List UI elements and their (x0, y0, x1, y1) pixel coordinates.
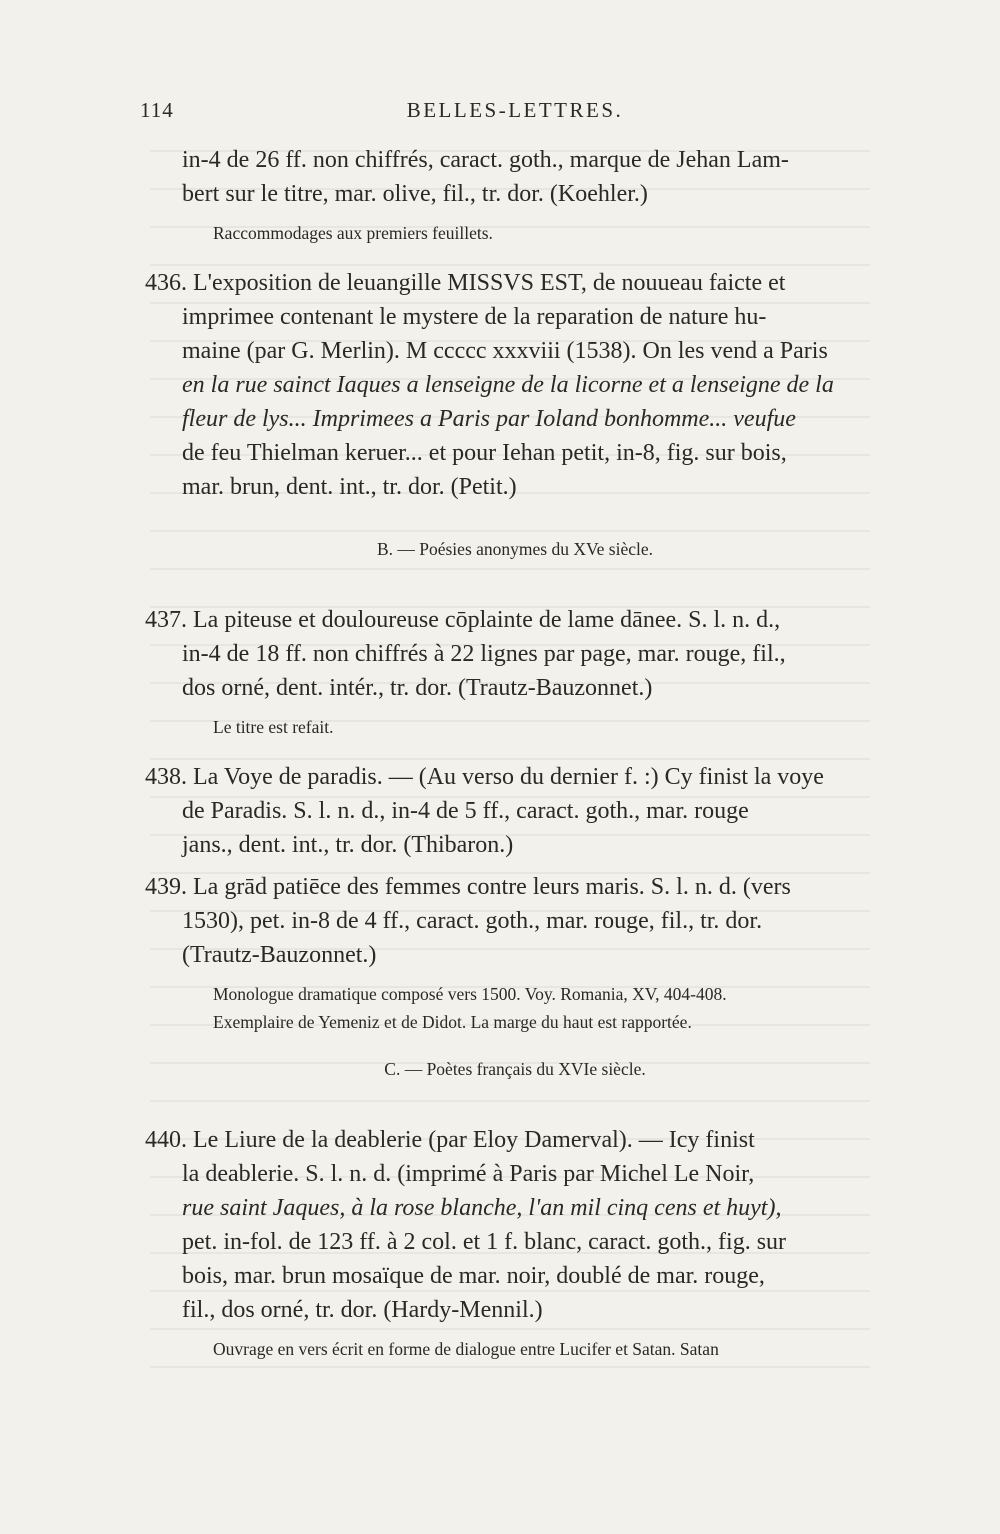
entry-line: de Paradis. S. l. n. d., in-4 de 5 ff., caract. goth., mar. rouge (182, 798, 749, 824)
entry-line: pet. in-fol. de 123 ff. à 2 col. et 1 f. blanc, caract. goth., fig. sur (182, 1229, 787, 1255)
entry-line: (Trautz-Bauzonnet.) (182, 942, 377, 968)
catalogue-entries (145, 143, 885, 1363)
entry-436-line: 436. L'exposition de leuangille MISSVS EST, de nouueau faicte et (145, 270, 786, 296)
entry-line: 1530), pet. in-8 de 4 ff., caract. goth., mar. rouge, fil., tr. dor. (182, 908, 763, 934)
entry-line: jans., dent. int., tr. dor. (Thibaron.) (182, 832, 514, 858)
entry-note: Ouvrage en vers écrit en forme de dialogue entre Lucifer et Satan. Satan (213, 1339, 719, 1359)
entry-437-line: 437. La piteuse et douloureuse cōplainte de lame dānee. S. l. n. d., (145, 607, 781, 633)
entry-note: Raccommodages aux premiers feuillets. (213, 223, 493, 243)
entry-440-line: 440. Le Liure de la deablerie (par Eloy Damerval). — Icy finist (145, 1127, 755, 1153)
section-heading-b: B. — Poésies anonymes du XVe siècle. (376, 539, 654, 559)
entry-line: mar. brun, dent. int., tr. dor. (Petit.) (182, 474, 517, 500)
entry-line: de feu Thielman keruer... et pour Iehan petit, in-8, fig. sur bois, (182, 440, 787, 466)
entry-line: fleur de lys... Imprimees a Paris par Ioland bonhomme... veufue (182, 406, 796, 432)
entry-note: Exemplaire de Yemeniz et de Didot. La marge du haut est rapportée. (213, 1012, 692, 1032)
entry-line: dos orné, dent. intér., tr. dor. (Trautz-Bauzonnet.) (182, 675, 653, 701)
section-heading-c: C. — Poètes français du XVIe siècle. (384, 1059, 646, 1079)
running-title: BELLES-LETTRES. (406, 98, 624, 122)
entry-note: Le titre est refait. (213, 717, 334, 737)
entry-line: bois, mar. brun mosaïque de mar. noir, doublé de mar. rouge, (182, 1263, 765, 1289)
entry-line: bert sur le titre, mar. olive, fil., tr. dor. (Koehler.) (182, 181, 648, 207)
entry-note: Monologue dramatique composé vers 1500. Voy. Romania, XV, 404-408. (213, 984, 727, 1004)
entry-line: in-4 de 18 ff. non chiffrés à 22 lignes par page, mar. rouge, fil., (182, 641, 786, 667)
page-number: 114 (140, 98, 174, 122)
entry-line: la deablerie. S. l. n. d. (imprimé à Paris par Michel Le Noir, (182, 1161, 755, 1187)
entry-line: rue saint Jaques, à la rose blanche, l'an mil cinq cens et huyt), (182, 1195, 782, 1221)
entry-439-line: 439. La grād patiēce des femmes contre leurs maris. S. l. n. d. (vers (145, 874, 791, 900)
entry-line: maine (par G. Merlin). M ccccc xxxviii (1538). On les vend a Paris (182, 338, 828, 364)
entry-line: en la rue sainct Iaques a lenseigne de la licorne et a lenseigne de la (182, 372, 834, 398)
entry-line: fil., dos orné, tr. dor. (Hardy-Mennil.) (182, 1297, 543, 1323)
entry-line: imprimee contenant le mystere de la reparation de nature hu- (182, 304, 767, 330)
entry-line: in-4 de 26 ff. non chiffrés, caract. goth., marque de Jehan Lam- (182, 147, 789, 173)
page-header (140, 98, 890, 132)
entry-438-line: 438. La Voye de paradis. — (Au verso du dernier f. :) Cy finist la voye (145, 764, 824, 790)
